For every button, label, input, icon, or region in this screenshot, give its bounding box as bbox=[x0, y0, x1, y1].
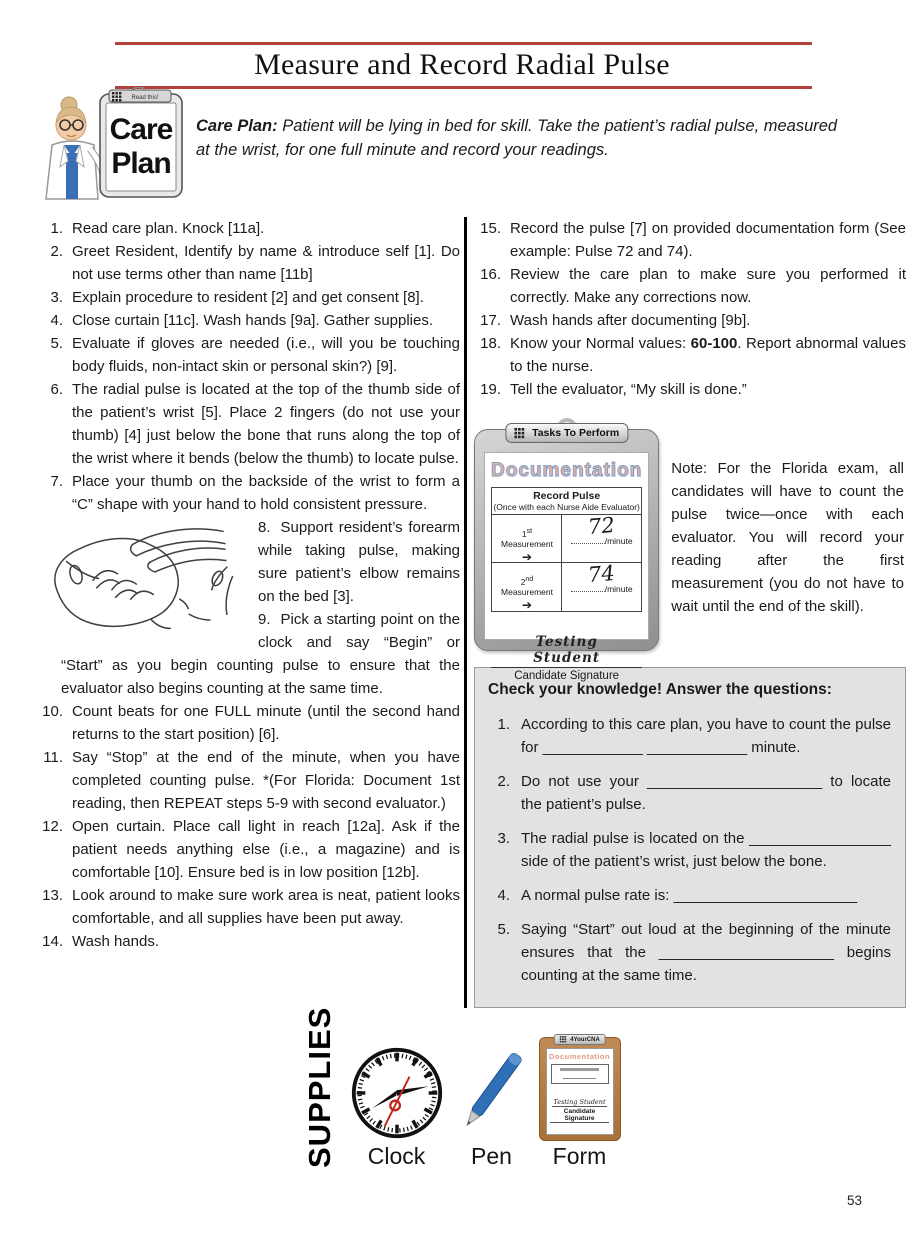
handwritten-value-1: 72 bbox=[587, 512, 616, 540]
measurement-row-2 bbox=[492, 560, 641, 612]
mini-sheet bbox=[546, 1048, 614, 1135]
measurement-row-1 bbox=[492, 512, 641, 564]
step-text: Tell the evaluator, “My skill is done.” bbox=[510, 381, 747, 398]
step-text: Pick a starting point on the clock and say “Begin” or “Start” as you begin counting pulse to ensure that the evaluator also begins counting at the same time. bbox=[61, 611, 460, 697]
careplan-word-care: Care bbox=[109, 113, 173, 146]
step-number: 9. bbox=[258, 611, 271, 628]
steps-column-left bbox=[36, 217, 460, 1008]
pen-icon bbox=[459, 1041, 525, 1141]
step-text: Greet Resident, Identify by name & introduce self [1]. Do not use terms other than name [11b] bbox=[72, 243, 460, 283]
question-item bbox=[488, 770, 891, 816]
florida-note: Note: For the Florida exam, all candidates will have to count the pulse twice—once with each evaluator. You will record your reading after the first measurement (you do not have to wait until the end of the skill). bbox=[671, 460, 904, 615]
step-text: Explain procedure to resident [2] and get consent [8]. bbox=[72, 289, 424, 306]
step-text: Close curtain [11c]. Wash hands [9a]. Gather supplies. bbox=[72, 312, 434, 329]
clock-icon bbox=[349, 1045, 445, 1141]
column-divider bbox=[464, 217, 467, 1008]
mini-form-table bbox=[551, 1064, 609, 1084]
step-number: 5. bbox=[50, 335, 63, 352]
step-number: 1. bbox=[50, 220, 63, 237]
supply-pen bbox=[459, 1041, 525, 1170]
nurse-illustration-svg bbox=[38, 87, 190, 203]
step-number: 18. bbox=[480, 335, 501, 352]
steps-8-9-wrap bbox=[36, 516, 460, 700]
step-text: Evaluate if gloves are needed (i.e., will you be touching body fluids, non-intact skin or personal skin?) [9]. bbox=[72, 335, 460, 375]
supply-clock bbox=[349, 1045, 445, 1170]
documentation-title: Documentation bbox=[491, 460, 643, 481]
careplan-word-plan: Plan bbox=[111, 147, 171, 180]
step-number: 13. bbox=[42, 887, 63, 904]
pen-label: Pen bbox=[471, 1143, 512, 1169]
step-item bbox=[474, 263, 906, 309]
step-item bbox=[36, 884, 460, 930]
clipboard-clip-label: Tasks To Perform bbox=[532, 427, 620, 439]
mini-clipboard-clip bbox=[553, 1034, 606, 1045]
measurement-label-2 bbox=[492, 563, 562, 611]
signature-script: Testing Student bbox=[491, 634, 642, 668]
question-item bbox=[488, 827, 891, 873]
step-item bbox=[36, 815, 460, 884]
care-plan-text bbox=[190, 89, 846, 163]
step-item bbox=[36, 470, 460, 516]
measurement-ordinal-suffix: st bbox=[526, 527, 533, 535]
step-text: Count beats for one FULL minute (until the second hand returns to the start position) [6]. bbox=[72, 703, 460, 743]
step-text: Review the care plan to make sure you performed it correctly. Make any corrections now. bbox=[510, 266, 906, 306]
measurement-value-cell-1 bbox=[562, 512, 641, 562]
mini-signature-script: Testing Student bbox=[553, 1098, 606, 1106]
nurse-careplan-illustration bbox=[38, 87, 190, 203]
step-item bbox=[474, 378, 906, 401]
measurement-ordinal-suffix: nd bbox=[525, 575, 534, 583]
step-item bbox=[36, 309, 460, 332]
step-item bbox=[36, 217, 460, 240]
question-text: The radial pulse is located on the _________________ side of the patient’s wrist, just below the bone. bbox=[521, 830, 891, 870]
unit-label: /minute bbox=[604, 584, 633, 594]
grid-icon bbox=[559, 1036, 567, 1043]
step-number: 17. bbox=[480, 312, 501, 329]
question-number: 4. bbox=[497, 887, 510, 904]
documentation-clipboard bbox=[474, 427, 659, 682]
page-title: Measure and Record Radial Pulse bbox=[254, 48, 670, 81]
step-item bbox=[36, 332, 460, 378]
step-item bbox=[36, 700, 460, 746]
care-plan-body: Patient will be lying in bed for skill. Take the patient’s radial pulse, measured at the wrist, for one full minute and record your readings. bbox=[196, 117, 838, 159]
supplies-section bbox=[0, 1006, 924, 1170]
page-number: 53 bbox=[846, 1193, 862, 1208]
measurement-word: Measurement bbox=[501, 538, 553, 549]
question-item bbox=[488, 884, 891, 907]
step-number: 2. bbox=[50, 243, 63, 260]
mini-table-header-bar bbox=[560, 1068, 599, 1071]
supplies-label: SUPPLIES bbox=[301, 1006, 337, 1168]
step-item bbox=[474, 332, 906, 378]
step-text: Wash hands after documenting [9b]. bbox=[510, 312, 751, 329]
question-text: Do not use your _____________________ to locate the patient’s pulse. bbox=[521, 773, 891, 813]
step-text: Say “Stop” at the end of the minute, when you have completed counting pulse. *(For Florida: Document 1st reading, then REPEAT steps 5-9 with second evaluator.) bbox=[72, 749, 460, 812]
measurement-ordinal: 1 bbox=[521, 528, 527, 539]
step-item bbox=[36, 286, 460, 309]
care-plan-label: Care Plan: bbox=[196, 117, 278, 135]
measurement-word: Measurement bbox=[501, 586, 553, 597]
measurement-label-1 bbox=[492, 515, 562, 562]
steps-columns bbox=[36, 217, 906, 1008]
step-text: The radial pulse is located at the top of the thumb side of the patient’s wrist [5]. Place 2 fingers (do not use your thumb) [4] just below the bone that runs along the top of the wrist where it bends (below the thumb) to locate pulse. bbox=[72, 381, 460, 467]
form-icon bbox=[539, 1037, 621, 1141]
clock-label: Clock bbox=[367, 1143, 426, 1169]
arrow-icon: ➔ bbox=[521, 597, 533, 612]
step-number: 16. bbox=[480, 266, 501, 283]
step-text: Support resident’s forearm while taking pulse, making sure patient’s elbow remains on the bed [3]. bbox=[258, 519, 460, 605]
knowledge-heading: Check your knowledge! Answer the questions: bbox=[488, 681, 832, 698]
step-item bbox=[474, 217, 906, 263]
question-item bbox=[488, 713, 891, 759]
step-text: Read care plan. Knock [11a]. bbox=[72, 220, 265, 237]
step-item bbox=[36, 746, 460, 815]
unit-label: /minute bbox=[604, 536, 633, 546]
arrow-icon: ➔ bbox=[521, 549, 533, 564]
mini-signature-label: Candidate Signature bbox=[550, 1108, 609, 1123]
step-text: Place your thumb on the backside of the wrist to form a “C” shape with your hand to hold consistent pressure. bbox=[72, 473, 460, 513]
question-text: According to this care plan, you have to count the pulse for ____________ ____________ minute. bbox=[521, 716, 891, 756]
step-item bbox=[36, 930, 460, 953]
pulse-hands-illustration bbox=[36, 520, 248, 652]
step-number: 19. bbox=[480, 381, 501, 398]
mini-clip-label: 4YourCNA bbox=[570, 1036, 600, 1043]
grid-icon bbox=[112, 92, 121, 101]
step-item bbox=[36, 240, 460, 286]
step-number: 4. bbox=[50, 312, 63, 329]
clipboard-clip bbox=[505, 423, 628, 443]
page-header bbox=[0, 42, 924, 89]
measurement-ordinal: 2 bbox=[520, 576, 526, 587]
careplan-clip-text: Read this! bbox=[131, 95, 159, 101]
step-number: 11. bbox=[43, 749, 63, 766]
question-number: 3. bbox=[497, 830, 510, 847]
step-text: Record the pulse [7] on provided documentation form (See example: Pulse 72 and 74). bbox=[510, 220, 906, 260]
step-number: 14. bbox=[42, 933, 63, 950]
step-item bbox=[474, 309, 906, 332]
documentation-table-header bbox=[492, 488, 641, 515]
signature-block bbox=[491, 634, 642, 682]
table-subtitle: (Once with each Nurse Aide Evaluator) bbox=[493, 502, 640, 512]
supply-form bbox=[539, 1037, 621, 1170]
mini-blank-line bbox=[563, 1073, 595, 1079]
documentation-sheet bbox=[484, 452, 649, 682]
documentation-row bbox=[474, 415, 906, 682]
step-text: Know your Normal values: 60-100. Report abnormal values to the nurse. bbox=[510, 335, 906, 375]
care-plan-section bbox=[38, 89, 846, 203]
step-number: 12. bbox=[42, 818, 63, 835]
step-number: 3. bbox=[50, 289, 63, 306]
step-text: Wash hands. bbox=[72, 933, 159, 950]
steps-10-14 bbox=[36, 700, 460, 953]
question-text: A normal pulse rate is: ______________________ bbox=[521, 887, 858, 904]
form-label: Form bbox=[552, 1143, 607, 1169]
signature-label: Candidate Signature bbox=[514, 670, 620, 682]
question-text: Saying “Start” out loud at the beginning of the minute ensures that the _____________________ begins counting at the same time. bbox=[521, 921, 891, 984]
steps-column-right bbox=[474, 217, 906, 1008]
step-number: 7. bbox=[50, 473, 63, 490]
documentation-table bbox=[491, 487, 642, 612]
knowledge-questions bbox=[488, 713, 891, 987]
mini-form-title: Documentation bbox=[548, 1052, 611, 1061]
question-item bbox=[488, 918, 891, 987]
step-number: 10. bbox=[42, 703, 63, 720]
question-number: 5. bbox=[497, 921, 510, 938]
steps-1-7 bbox=[36, 217, 460, 516]
handwritten-value-2: 74 bbox=[587, 560, 616, 588]
knowledge-check-box bbox=[474, 667, 906, 1008]
question-number: 2. bbox=[497, 773, 510, 790]
step-number: 15. bbox=[480, 220, 501, 237]
step-number: 6. bbox=[50, 381, 63, 398]
measurement-value-cell-2 bbox=[562, 560, 641, 611]
grid-icon bbox=[514, 428, 527, 439]
table-title: Record Pulse bbox=[533, 490, 601, 502]
question-number: 1. bbox=[497, 716, 510, 733]
steps-15-19 bbox=[474, 217, 906, 401]
step-text: Open curtain. Place call light in reach [12a]. Ask if the patient needs anything else (i.e., a magazine) and is comfortable [10]. Ensure bed is in low position [12b]. bbox=[72, 818, 460, 881]
step-text: Look around to make sure work area is neat, patient looks comfortable, and all supplies have been put away. bbox=[72, 887, 460, 927]
document-page bbox=[0, 42, 924, 1238]
step-number: 8. bbox=[258, 519, 271, 536]
step-item bbox=[36, 378, 460, 470]
